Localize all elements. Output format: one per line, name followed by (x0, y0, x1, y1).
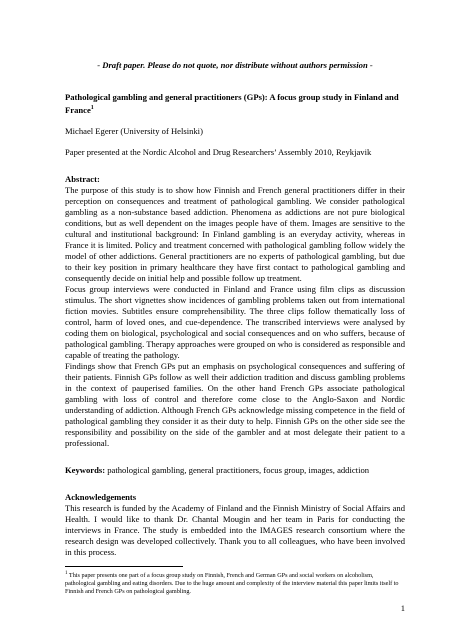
footnote-text: This paper presents one part of a focus group study on Finnish, French and German GPs and social workers on alcoholism, pathological gambling and eating disorders. Due to the huge amount and complexity of the interview material this paper limits itself to Finnish and French GPs on pathological gambling. (65, 571, 399, 595)
presented-note: Paper presented at the Nordic Alcohol and Drug Researchers’ Assembly 2010, Reykjavik (65, 146, 372, 157)
abstract-heading: Abstract: (65, 173, 100, 184)
keywords-text: pathological gambling, general practitioners, focus group, images, addiction (105, 464, 370, 475)
abstract-paragraph-1: The purpose of this study is to show how Finnish and French general practitioners differ in their perception on consequences and treatment of pathological gambling. We consider pathological gambling as a non-substance based addiction. Phenomena as addictions are not pure biological conditions, but as well dependent on the images people have of them. Images are sensitive to the cultural and institutional background: In Finland gambling is an everyday activity, whereas in France it is limited. Policy and treatment concerned with pathological gambling follow widely the model of other addictions. General practitioners are no experts of pathological gambling, but due to their key position in primary healthcare they have first contact to pathological gambling and consequently decide on initial help and possible follow up treatment. (65, 184, 405, 283)
acknowledgements-text: This research is funded by the Academy of Finland and the Finnish Ministry of Social Affairs and Health. I would like to thank Dr. Chantal Mougin and her team in Paris for conducting the interviews in France. The study is embedded into the IMAGES research consortium where the research design was developed collectively. Thank you to all colleagues, who have been involved in this process. (65, 502, 405, 557)
keywords-label: Keywords: (65, 464, 106, 475)
paper-title (65, 92, 405, 116)
footnote (65, 570, 405, 596)
footnote-separator (65, 566, 183, 567)
page-number: 1 (400, 603, 405, 613)
footnote-mark: 1 (65, 570, 68, 576)
draft-notice: - Draft paper. Please do not quote, nor distribute without authors permission - (97, 60, 373, 70)
abstract-paragraph-2: Focus group interviews were conducted in Finland and France using film clips as discussion stimulus. The short vignettes show incidences of gambling problems taken out from international fiction movies. Subtitles ensure comprehensibility. The three clips follow thematically loss of control, harm of loved ones, and cue-dependence. The transcribed interviews were analysed by coding them on biological, psychological and social consequences and on who suffers, because of pathological gambling. Therapy approaches were grouped on who is considered as responsible and capable of treating the pathology. (65, 283, 405, 360)
acknowledgements-heading: Acknowledgements (65, 491, 137, 502)
title-footnote-mark: 1 (90, 105, 94, 111)
keywords (65, 465, 405, 476)
paper-title-text: Pathological gambling and general practitioners (GPs): A focus group study in Finland and France (65, 92, 399, 115)
author: Michael Egerer (University of Helsinki) (65, 125, 203, 136)
abstract-paragraph-3: Findings show that French GPs put an emphasis on psychological consequences and suffering of their patients. Finnish GPs follow as well their addiction tradition and discuss gambling problems in the context of pauperised families. On the other hand French GPs associate pathological gambling with loss of control and therefore come close to the Anglo-Saxon and Nordic understanding of addiction. Although French GPs acknowledge missing competence in the field of pathological gambling they consider it as their duty to help. Finnish GPs on the other side see the responsibility and possibility on the side of the gambler and at most delegate their patient to a professional. (65, 360, 405, 448)
